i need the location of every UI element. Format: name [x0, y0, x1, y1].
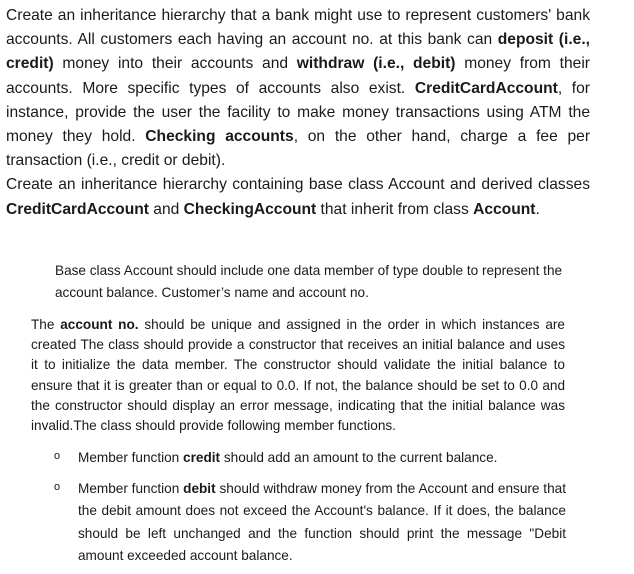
intro-text: , on the other hand, charge a fee per transaction (i.e., credit or debit).	[6, 128, 591, 170]
account-class: Account	[473, 200, 536, 218]
intro-text: Create an inheritance hierarchy that a bank might use to represent customers' bank accounts. All customers each having an account no. at this bank can	[6, 7, 590, 49]
member-functions-list	[54, 447, 566, 567]
checkingaccount-class: CheckingAccount	[183, 200, 317, 218]
debit-term: debit	[183, 481, 216, 497]
account-no-text: The	[31, 317, 61, 332]
intro-paragraph-2	[6, 173, 590, 221]
bullet-circle-icon: o	[54, 450, 61, 462]
credit-term: credit	[183, 450, 221, 465]
base-class-paragraph: Base class Account should include one data member of type double to represent the account balance. Customer’s name and account no.	[55, 263, 563, 300]
withdraw-term: withdraw (i.e., debit)	[296, 55, 456, 73]
bullet-circle-icon: o	[54, 481, 61, 494]
list-item-credit	[54, 447, 566, 469]
account-no-section	[31, 315, 565, 436]
credit-text: Member function	[78, 450, 184, 465]
creditcardaccount-class: CreditCardAccount	[6, 200, 149, 218]
deposit-term: deposit (i.e., credit)	[6, 31, 590, 73]
checking-accounts-term: Checking accounts	[145, 128, 294, 146]
base-class-section	[55, 260, 575, 303]
intro-text: that inherit from class	[316, 200, 474, 218]
intro-text: money from their accounts. More specific types of accounts also exist.	[6, 55, 590, 97]
intro-text: and	[148, 200, 184, 218]
intro-paragraph-1	[6, 4, 590, 173]
account-no-text: should be unique and assigned in the order in which instances are created The class should provide a constructor that receives an initial balance and uses it to initialize the data member. The constructor should validate the initial balance to ensure that it is greater than or equal to 0.0. If not, the balance should be set to 0.0 and the constructor should display an error message, indicating that the initial balance was invalid.The class should provide following member functions.	[31, 317, 565, 434]
credit-text: should add an amount to the current balance.	[220, 450, 498, 465]
intro-text: money into their accounts and	[53, 55, 297, 73]
intro-text: , for instance, provide the user the facility to make money transactions using ATM the money they hold.	[6, 79, 590, 146]
intro-text: Create an inheritance hierarchy containing base class Account and derived classes	[6, 176, 590, 194]
list-item-debit	[54, 478, 566, 567]
intro-section	[6, 4, 590, 222]
account-no-term: account no.	[60, 317, 139, 332]
debit-text: should withdraw money from the Account and ensure that the debit amount does not exceed the Account's balance. If it does, the balance should be left unchanged and the function should print the message "Debit amount exceeded account balance.	[78, 481, 566, 563]
intro-text: .	[535, 200, 540, 218]
debit-text: Member function	[78, 481, 184, 497]
creditcardaccount-term: CreditCardAccount	[414, 79, 558, 97]
account-no-paragraph	[31, 315, 565, 436]
